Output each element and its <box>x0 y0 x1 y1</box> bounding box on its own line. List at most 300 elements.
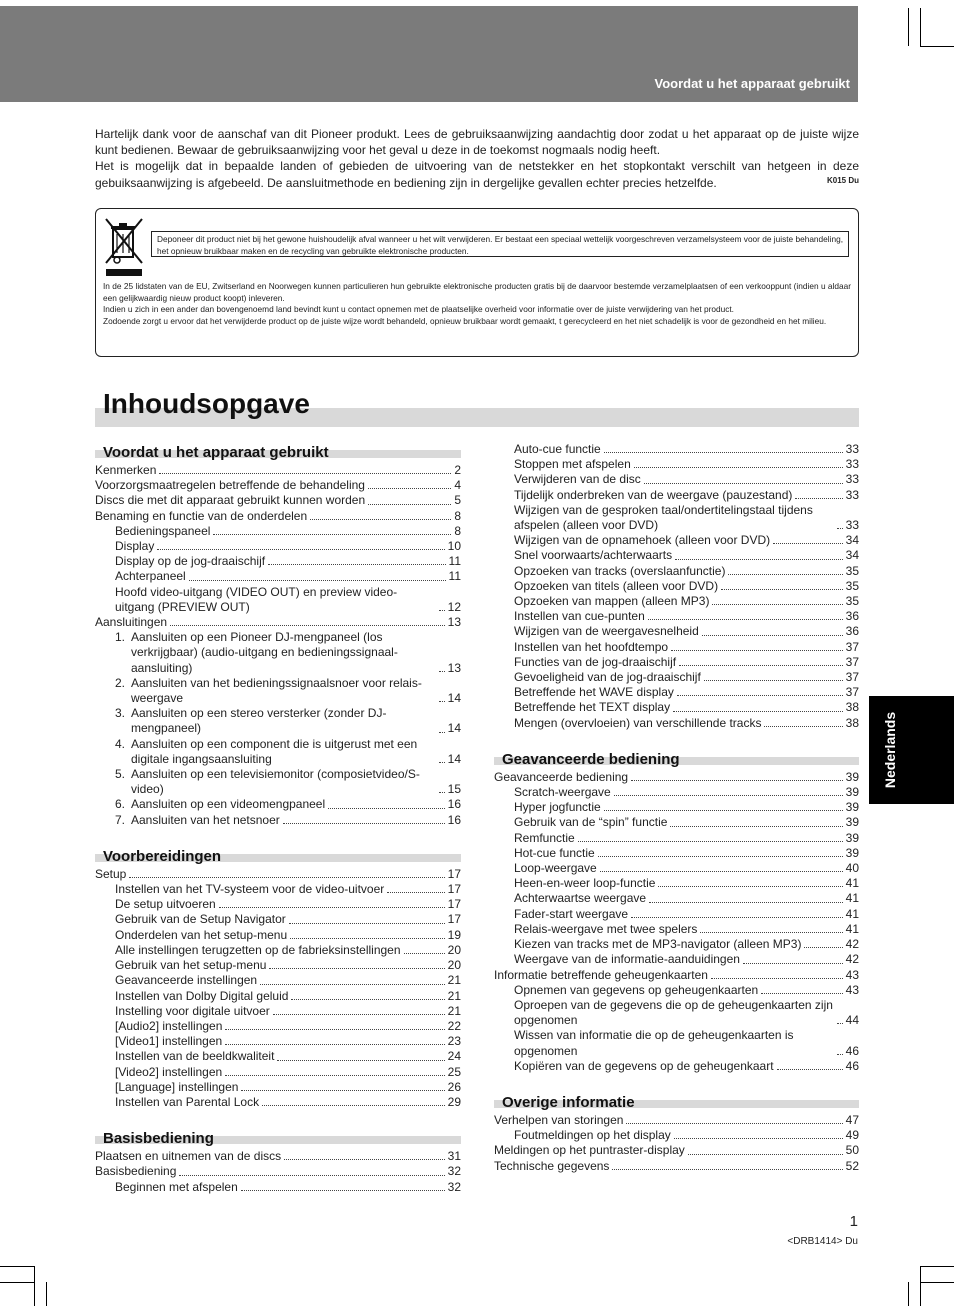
toc-entry-label: Aansluitingen <box>95 615 168 630</box>
toc-entry[interactable] <box>494 922 859 937</box>
toc-entry[interactable] <box>494 609 859 624</box>
toc-entry-page: 39 <box>845 800 859 815</box>
toc-entry-label: Gebruik van de “spin” functie <box>514 815 668 830</box>
toc-leader-dots <box>795 498 842 499</box>
toc-entry-page: 44 <box>845 1013 859 1028</box>
toc-entry-page: 31 <box>447 1149 461 1164</box>
toc-title: Inhoudsopgave <box>103 388 310 419</box>
toc-entry-label: Informatie betreffende geheugenkaarten <box>494 967 708 982</box>
toc-entry-label: Hyper jogfunctie <box>514 800 601 815</box>
toc-entry[interactable] <box>95 1180 461 1195</box>
toc-entry[interactable] <box>95 1164 461 1179</box>
toc-entry-page: 13 <box>447 615 461 630</box>
toc-entry-label: Setup <box>95 866 127 881</box>
toc-entry-label: Betreffende het TEXT display <box>514 700 671 715</box>
crop-mark <box>46 1282 47 1306</box>
toc-leader-dots <box>658 886 842 887</box>
intro-code: K015 Du <box>826 175 859 185</box>
toc-entry[interactable] <box>95 1149 461 1164</box>
toc-entry-label: Opnemen van gegevens op geheugenkaarten <box>514 982 759 997</box>
toc-entry[interactable] <box>494 1159 859 1174</box>
section-title: Geavanceerde bediening <box>502 750 680 768</box>
toc-entry-page: 42 <box>845 952 859 967</box>
toc-entry-page: 41 <box>845 921 859 936</box>
toc-entry-page: 14 <box>447 691 461 706</box>
toc-leader-dots <box>761 993 842 994</box>
toc-leader-dots <box>241 1090 444 1091</box>
toc-leader-dots <box>777 1069 843 1070</box>
intro-paragraph <box>95 158 859 190</box>
toc-entry-page: 21 <box>447 973 461 988</box>
toc-entry[interactable] <box>95 630 461 676</box>
toc-entry-page: 49 <box>845 1128 859 1143</box>
toc-entry-label: Wissen van informatie die op de geheugenkaarten is opgenomen <box>514 1028 794 1058</box>
toc-entry-page: 37 <box>845 670 859 685</box>
toc-entry-page: 35 <box>845 594 859 609</box>
toc-entry-page: 5 <box>454 493 461 508</box>
toc-entry-label: Achterpaneel <box>115 569 186 584</box>
toc-entry-page: 39 <box>845 815 859 830</box>
toc-entry[interactable] <box>494 670 859 685</box>
toc-leader-dots <box>262 1105 445 1106</box>
toc-entry[interactable] <box>95 737 461 767</box>
toc-entry[interactable] <box>494 861 859 876</box>
toc-leader-dots <box>439 671 445 672</box>
toc-leader-dots <box>688 1154 843 1155</box>
toc-entry-label: Verhelpen van storingen <box>494 1112 624 1127</box>
toc-leader-dots <box>368 504 451 505</box>
toc-leader-dots <box>837 1023 843 1024</box>
header-band <box>0 6 858 102</box>
toc-entry[interactable] <box>95 973 461 988</box>
toc-entry-page: 33 <box>845 442 859 456</box>
toc-leader-dots <box>289 923 445 924</box>
toc-entry-page: 34 <box>845 533 859 548</box>
toc-entry[interactable] <box>494 891 859 906</box>
toc-entry-page: 40 <box>845 861 859 876</box>
toc-entry[interactable] <box>95 1034 461 1049</box>
toc-leader-dots <box>260 984 445 985</box>
toc-leader-dots <box>598 856 843 857</box>
toc-leader-dots <box>614 795 843 796</box>
toc-entry[interactable] <box>95 1080 461 1095</box>
toc-leader-dots <box>225 1044 444 1045</box>
toc-entry-label: De setup uitvoeren <box>115 897 216 912</box>
toc-entry-page: 17 <box>447 897 461 912</box>
toc-entry-label: Wijzigen van de gesproken taal/ondertitelingstaal tijdens afspelen (alleen voor DVD) <box>514 502 813 533</box>
toc-leader-dots <box>700 932 842 933</box>
toc-entry-page: 36 <box>845 609 859 624</box>
toc-entry-label: Gevoeligheid van de jog-draaischijf <box>514 670 701 685</box>
toc-entry-page: 16 <box>447 797 461 812</box>
toc-leader-dots <box>129 877 444 878</box>
toc-entry-label: Alle instellingen terugzetten op de fabrieksinstellingen <box>115 942 401 957</box>
toc-leader-dots <box>728 574 842 575</box>
toc-entry-page: 4 <box>454 478 461 493</box>
toc-entry[interactable] <box>95 554 461 569</box>
toc-entry[interactable] <box>95 958 461 973</box>
toc-entry-page: 26 <box>447 1079 461 1094</box>
toc-leader-dots <box>649 902 843 903</box>
toc-entry[interactable] <box>494 442 859 457</box>
toc-entry[interactable] <box>494 800 859 815</box>
toc-entry-label: Wijzigen van de opnamehoek (alleen voor DVD) <box>514 533 771 548</box>
toc-entry-label: Aansluiten op een Pioneer DJ-mengpaneel (los verkrijgbaar) (audio-uitgang en bedieningssignaal-aansluiting) <box>131 630 398 675</box>
toc-entry-page: 38 <box>845 700 859 715</box>
toc-entry-page: 52 <box>845 1158 859 1173</box>
toc-entry[interactable] <box>494 685 859 700</box>
toc-entry-label: Achterwaartse weergave <box>514 891 647 906</box>
crop-mark <box>908 8 909 46</box>
toc-leader-dots <box>674 1138 843 1139</box>
toc-entry-page: 12 <box>447 599 461 614</box>
toc-entry-label: Opzoeken van tracks (overslaanfunctie) <box>514 563 726 578</box>
intro-paragraph-text: Het is mogelijk dat in bepaalde landen of gebieden de uitvoering van de netstekker en het stopkontakt verschilt van hetgeen in deze gebuiksaanwijzing is afgebeeld. De aansluitmethode en bediening zijn in dergelijke gevallen echter precies hetzelfde. <box>95 159 859 190</box>
toc-entry[interactable] <box>95 989 461 1004</box>
toc-entry-page: 37 <box>845 685 859 700</box>
toc-leader-dots <box>670 826 842 827</box>
toc-entry-page: 21 <box>447 988 461 1003</box>
toc-entry-page: 24 <box>447 1049 461 1064</box>
toc-entry-label: Scratch-weergave <box>514 785 611 800</box>
toc-entry[interactable] <box>494 548 859 563</box>
toc-entry[interactable] <box>95 539 461 554</box>
toc-entry-label: Geavanceerde bediening <box>494 769 629 784</box>
toc-entry-label: [Language] instellingen <box>115 1079 239 1094</box>
toc-section-heading <box>494 1088 859 1110</box>
toc-entry[interactable] <box>494 533 859 548</box>
toc-entry[interactable] <box>95 585 461 615</box>
toc-entry[interactable] <box>494 579 859 594</box>
toc-entry-page: 41 <box>845 906 859 921</box>
toc-entry-page: 17 <box>447 866 461 881</box>
toc-leader-dots <box>269 968 444 969</box>
crop-mark <box>0 1266 34 1267</box>
toc-entry-page: 39 <box>845 785 859 800</box>
toc-entry-label: Loop-weergave <box>514 861 597 876</box>
toc-entry-page: 39 <box>845 830 859 845</box>
toc-leader-dots <box>634 467 843 468</box>
toc-entry-page: 35 <box>845 578 859 593</box>
crop-mark <box>34 1266 35 1306</box>
weee-paragraph: Indien u zich in een ander dan bovengenoemd land bevindt kunt u contact opnemen met de plaatselijke overheid voor informatie over de juiste verwijdering van het product. <box>103 304 734 315</box>
toc-entry[interactable] <box>494 624 859 639</box>
toc-entry[interactable] <box>494 1028 859 1058</box>
toc-entry-page: 47 <box>845 1112 859 1127</box>
toc-entry[interactable] <box>95 1019 461 1034</box>
toc-entry[interactable] <box>494 472 859 487</box>
toc-entry-page: 15 <box>447 782 461 797</box>
toc-leader-dots <box>644 483 843 484</box>
toc-entry-label: Auto-cue functie <box>514 442 601 456</box>
toc-entry[interactable] <box>95 912 461 927</box>
toc-entry[interactable] <box>95 897 461 912</box>
section-title: Voordat u het apparaat gebruikt <box>103 443 329 461</box>
toc-leader-dots <box>439 792 445 793</box>
toc-entry-label: Betreffende het WAVE display <box>514 685 674 700</box>
toc-section-heading <box>95 1124 461 1146</box>
crop-mark <box>908 1282 909 1306</box>
toc-leader-dots <box>675 559 843 560</box>
toc-entry-label: Opzoeken van mappen (alleen MP3) <box>514 594 710 609</box>
toc-leader-dots <box>439 762 445 763</box>
toc-entry-number: 2. <box>115 675 126 690</box>
toc-entry[interactable] <box>95 676 461 706</box>
toc-leader-dots <box>773 543 843 544</box>
document-code: <DRB1414> Du <box>787 1236 858 1247</box>
toc-leader-dots <box>673 711 843 712</box>
toc-entry[interactable] <box>95 1095 461 1110</box>
toc-entry-page: 16 <box>447 812 461 827</box>
toc-leader-dots <box>764 726 842 727</box>
toc-entry-label: Aansluiten van het netsnoer <box>131 812 280 827</box>
toc-leader-dots <box>213 534 451 535</box>
toc-entry-page: 36 <box>845 624 859 639</box>
toc-section-heading <box>494 745 859 767</box>
toc-entry-page: 42 <box>845 937 859 952</box>
toc-entry-page: 8 <box>454 523 461 538</box>
toc-leader-dots <box>804 947 842 948</box>
crop-mark <box>920 46 954 47</box>
weee-paragraph: In de 25 lidstaten van de EU, Zwitserland en Noorwegen kunnen particulieren hun gebruikte elektronische producten gratis bij de daarvoor bestemde verzamelplaatsen of een verkooppunt (indien u aldaar een gelijkwaardig nieuw product koopt) inleveren. <box>103 281 851 303</box>
toc-entry-page: 14 <box>447 751 461 766</box>
toc-entry-page: 33 <box>845 472 859 487</box>
toc-entry-label: Bedieningspaneel <box>115 523 211 538</box>
toc-entry-label: Weergave van de informatie-aanduidingen <box>514 952 740 967</box>
toc-entry-label: Display op de jog-draaischijf <box>115 554 266 569</box>
toc-leader-dots <box>439 732 445 733</box>
toc-entry-label: Instellen van het hoofdtempo <box>514 639 669 654</box>
toc-leader-dots <box>712 604 842 605</box>
toc-entry-page: 33 <box>845 487 859 502</box>
toc-leader-dots <box>310 519 451 520</box>
toc-entry[interactable] <box>95 569 461 584</box>
toc-leader-dots <box>387 892 444 893</box>
toc-entry-label: Instelling voor digitale uitvoer <box>115 1003 270 1018</box>
toc-leader-dots <box>268 564 445 565</box>
toc-entry[interactable] <box>95 463 461 478</box>
toc-entry-page: 20 <box>447 942 461 957</box>
toc-entry-label: Kenmerken <box>95 463 157 477</box>
toc-entry[interactable] <box>494 815 859 830</box>
toc-entry-label: Relais-weergave met twee spelers <box>514 921 698 936</box>
weee-paragraph: Zodoende zorgt u ervoor dat het verwijderde product op de juiste wijze wordt behandeld, opnieuw bruikbaar wordt gemaakt, t gerecycleerd en het niet schadelijk is voor de gezondheid en het milieu. <box>103 315 827 326</box>
toc-entry-page: 37 <box>845 639 859 654</box>
toc-entry[interactable] <box>494 770 859 785</box>
section-title: Voorbereidingen <box>103 847 222 865</box>
toc-entry-page: 10 <box>447 539 461 554</box>
toc-leader-dots <box>219 907 445 908</box>
toc-leader-dots <box>291 999 444 1000</box>
toc-leader-dots <box>189 580 446 581</box>
toc-entry-label: Hot-cue functie <box>514 845 595 860</box>
toc-leader-dots <box>225 1029 444 1030</box>
toc-entry[interactable] <box>95 1004 461 1019</box>
toc-entry-number: 6. <box>115 797 126 812</box>
intro-text <box>95 126 859 191</box>
toc-leader-dots <box>671 650 843 651</box>
language-side-tab-label: Nederlands <box>882 711 898 789</box>
toc-entry-page: 33 <box>845 457 859 472</box>
toc-entry[interactable] <box>95 478 461 493</box>
toc-entry-page: 43 <box>845 967 859 982</box>
toc-entry-label: Instellen van Parental Lock <box>115 1094 260 1109</box>
toc-entry-page: 33 <box>845 518 859 533</box>
toc-leader-dots <box>677 695 843 696</box>
toc-entry-label: Kiezen van tracks met de MP3-navigator (alleen MP3) <box>514 937 802 952</box>
toc-entry-label: Voorzorgsmaatregelen betreffende de behandeling <box>95 478 365 493</box>
toc-entry[interactable] <box>95 706 461 736</box>
toc-entry-label: Meldingen op het puntraster-display <box>494 1143 685 1158</box>
toc-entry-label: Aansluiten op een televisiemonitor (composietvideo/S-video) <box>131 767 420 797</box>
toc-entry[interactable] <box>494 1128 859 1143</box>
toc-entry[interactable] <box>494 952 859 967</box>
toc-entry-label: Aansluiten op een videomengpaneel <box>131 797 326 812</box>
toc-entry-number: 4. <box>115 736 126 751</box>
toc-leader-dots <box>439 610 445 611</box>
toc-entry[interactable] <box>95 493 461 508</box>
toc-entry-page: 2 <box>454 463 461 477</box>
toc-entry-label: Beginnen met afspelen <box>115 1179 238 1194</box>
toc-entry[interactable] <box>494 968 859 983</box>
crop-mark <box>920 1282 954 1283</box>
toc-entry-page: 39 <box>845 845 859 860</box>
crop-mark <box>920 1266 921 1306</box>
intro-paragraph: Hartelijk dank voor de aanschaf van dit Pioneer produkt. Lees de gebruiksaanwijzing aandachtig door zodat u het apparaat op de juiste wijze kunt bedienen. Bewaar de gebruiksaanwijzing voor het geval u deze in de toekomst nogmaals nodig heeft. <box>95 127 859 158</box>
toc-entry-page: 11 <box>448 569 461 584</box>
toc-entry[interactable] <box>494 831 859 846</box>
toc-entry[interactable] <box>95 943 461 958</box>
toc-entry-label: Opzoeken van titels (alleen voor DVD) <box>514 578 719 593</box>
toc-entry-label: [Video1] instellingen <box>115 1034 223 1049</box>
toc-entry[interactable] <box>494 983 859 998</box>
toc-entry[interactable] <box>494 998 859 1028</box>
toc-entry-label: Gebruik van het setup-menu <box>115 958 267 973</box>
toc-leader-dots <box>612 1169 842 1170</box>
toc-entry[interactable] <box>494 1143 859 1158</box>
toc-entry[interactable] <box>494 785 859 800</box>
toc-entry-page: 46 <box>845 1058 859 1073</box>
toc-leader-dots <box>600 871 843 872</box>
toc-entry[interactable] <box>494 1059 859 1074</box>
toc-entry[interactable] <box>494 564 859 579</box>
toc-entry-label: Kopiëren van de gegevens op de geheugenkaart <box>514 1058 774 1073</box>
toc-entry-label: Snel voorwaarts/achterwaarts <box>514 548 673 563</box>
toc-entry-page: 20 <box>447 958 461 973</box>
toc-entry-page: 19 <box>447 927 461 942</box>
toc-entry-page: 17 <box>447 912 461 927</box>
toc-entry[interactable] <box>494 876 859 891</box>
crossed-out-bin-icon <box>102 215 146 277</box>
toc-section-heading <box>95 842 461 864</box>
language-side-tab <box>869 696 954 804</box>
toc-entry[interactable] <box>95 524 461 539</box>
toc-entry[interactable] <box>95 867 461 882</box>
toc-leader-dots <box>837 528 843 529</box>
toc-entry[interactable] <box>494 594 859 609</box>
toc-entry-number: 1. <box>115 630 126 645</box>
toc-entry-label: Instellen van de beeldkwaliteit <box>115 1049 275 1064</box>
toc-entry-label: Geavanceerde instellingen <box>115 973 258 988</box>
toc-entry-page: 22 <box>447 1018 461 1033</box>
toc-leader-dots <box>284 1159 445 1160</box>
toc-entry[interactable] <box>494 846 859 861</box>
toc-leader-dots <box>648 619 843 620</box>
toc-entry[interactable] <box>95 509 461 524</box>
toc-leader-dots <box>273 1014 445 1015</box>
toc-entry[interactable] <box>494 488 859 503</box>
toc-entry-label: Technische gegevens <box>494 1158 610 1173</box>
toc-entry[interactable] <box>95 813 461 828</box>
toc-leader-dots <box>721 589 843 590</box>
toc-entry-number: 7. <box>115 812 126 827</box>
toc-entry-page: 39 <box>845 769 859 784</box>
toc-entry-label: Gebruik van de Setup Navigator <box>115 912 286 927</box>
toc-leader-dots <box>631 917 843 918</box>
toc-entry[interactable] <box>494 1113 859 1128</box>
toc-entry-label: Aansluiten van het bedieningssignaalsnoer voor relais-weergave <box>131 675 422 706</box>
toc-entry-page: 46 <box>845 1043 859 1058</box>
toc-right-column <box>494 442 859 1174</box>
toc-entry-label: Hoofd video-uitgang (VIDEO OUT) en preview video-uitgang (PREVIEW OUT) <box>115 584 398 614</box>
crop-mark <box>920 1266 954 1267</box>
toc-entry-page: 17 <box>447 882 461 897</box>
toc-entry[interactable] <box>95 1065 461 1080</box>
toc-entry[interactable] <box>95 1049 461 1064</box>
toc-entry-page: 13 <box>447 660 461 675</box>
toc-entry-label: Display <box>115 539 155 554</box>
toc-leader-dots <box>604 810 843 811</box>
toc-entry-page: 14 <box>447 721 461 736</box>
toc-leader-dots <box>241 1190 445 1191</box>
toc-entry[interactable] <box>95 928 461 943</box>
toc-entry-page: 41 <box>845 891 859 906</box>
toc-entry-label: Tijdelijk onderbreken van de weergave (pauzestand) <box>514 487 793 502</box>
toc-entry[interactable] <box>494 937 859 952</box>
toc-entry[interactable] <box>95 797 461 812</box>
toc-entry-number: 5. <box>115 767 126 782</box>
toc-entry[interactable] <box>95 767 461 797</box>
toc-entry-page: 29 <box>447 1094 461 1109</box>
crop-mark <box>0 1282 34 1283</box>
header-title: Voordat u het apparaat gebruikt <box>654 76 850 91</box>
weee-boxed-text: Deponeer dit product niet bij het gewone huishoudelijk afval wanneer u het wilt verwijderen. Er bestaat een speciaal wettelijk voorgeschreven verzamelsysteem voor de juiste behandeling, het opnieuw bruikbaar maken en de recycling van gebruikte elektronische producten. <box>151 231 849 257</box>
toc-entry[interactable] <box>494 907 859 922</box>
toc-entry-page: 32 <box>447 1164 461 1179</box>
toc-leader-dots <box>283 823 445 824</box>
toc-entry[interactable] <box>494 716 859 731</box>
toc-entry[interactable] <box>494 655 859 670</box>
toc-entry-label: Fader-start weergave <box>514 906 629 921</box>
toc-entry[interactable] <box>95 882 461 897</box>
toc-entry[interactable] <box>494 700 859 715</box>
toc-entry-label: Benaming en functie van de onderdelen <box>95 508 308 523</box>
toc-entry[interactable] <box>494 503 859 533</box>
toc-entry-label: Wijzigen van de weergavesnelheid <box>514 624 699 639</box>
toc-entry[interactable] <box>95 615 461 630</box>
section-title: Overige informatie <box>502 1093 635 1111</box>
toc-leader-dots <box>277 1060 444 1061</box>
toc-section-heading <box>95 438 461 460</box>
toc-leader-dots <box>179 1175 444 1176</box>
toc-entry[interactable] <box>494 640 859 655</box>
toc-entry-page: 43 <box>845 982 859 997</box>
toc-entry-page: 11 <box>448 554 461 569</box>
toc-entry-label: Aansluiten op een component die is uitgerust met een digitale ingangsaansluiting <box>131 736 418 766</box>
toc-entry-label: Oproepen van de gegevens die op de geheugenkaarten zijn opgenomen <box>514 997 833 1028</box>
toc-entry[interactable] <box>494 457 859 472</box>
toc-leader-dots <box>604 452 843 453</box>
